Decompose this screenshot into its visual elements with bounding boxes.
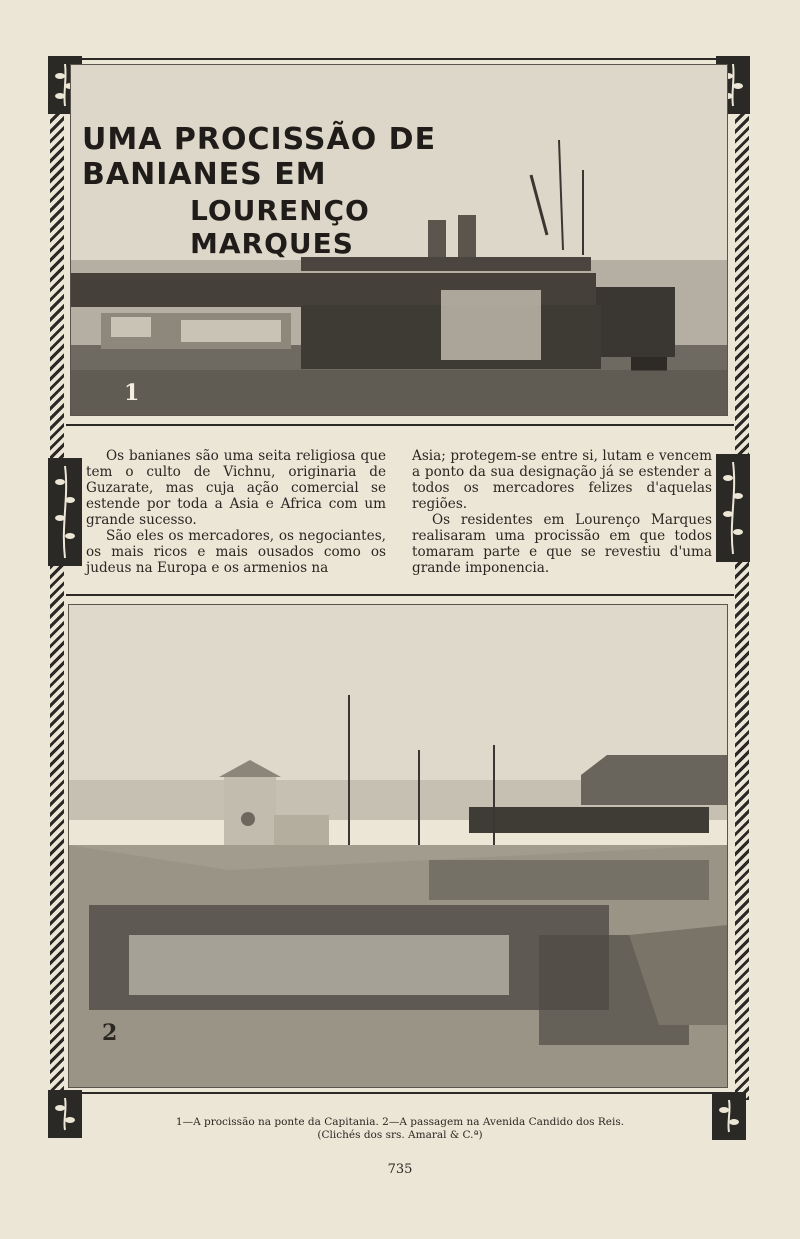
- title-line-1: UMA PROCISSÃO DE BANIANES EM: [82, 122, 437, 192]
- avenue-procession-photo: [68, 604, 728, 1088]
- article-title: [82, 122, 502, 260]
- caption-credit: (Clichés dos srs. Amaral & C.ª): [317, 1129, 483, 1141]
- bottom-border-line: [80, 1092, 716, 1094]
- article-body-left-column: [86, 448, 386, 576]
- body-paragraph: Os banianes são uma seita religiosa que tem o culto de Vichnu, originaria de Guzarate, mas cuja ação comercial se estende por toda a Asia e Africa com um grande sucesso.: [86, 448, 386, 528]
- leaf-ornament-icon: [716, 454, 750, 562]
- photo-caption: [70, 1116, 730, 1142]
- photo-number-2: 2: [102, 1020, 118, 1046]
- title-line-2: LOURENÇO MARQUES: [190, 194, 370, 260]
- divider-line-lower: [66, 594, 734, 596]
- body-paragraph: Asia; protegem-se entre si, lutam e vencem a ponto da sua designação já se estender a todos os mercadores felizes d'aquelas regiões.: [412, 448, 712, 512]
- article-body-right-column: [412, 448, 712, 576]
- caption-line-1: 1—A procissão na ponte da Capitania. 2—A passagem na Avenida Candido dos Reis.: [175, 1116, 625, 1128]
- photo-number-1: 1: [124, 380, 140, 406]
- body-paragraph: São eles os mercadores, os negociantes, os mais ricos e mais ousados como os judeus na Europa e os armenios na: [86, 528, 386, 576]
- divider-line-upper: [66, 424, 734, 426]
- leaf-ornament-icon: [48, 458, 82, 566]
- top-border-line: [80, 58, 716, 60]
- right-border-rail: [735, 110, 749, 1100]
- body-paragraph: Os residentes em Lourenço Marques realisaram uma procissão em que todos tomaram parte e que se revestiu d'uma grande imponencia.: [412, 512, 712, 576]
- left-border-rail: [50, 110, 64, 1100]
- page-number: 735: [387, 1162, 413, 1177]
